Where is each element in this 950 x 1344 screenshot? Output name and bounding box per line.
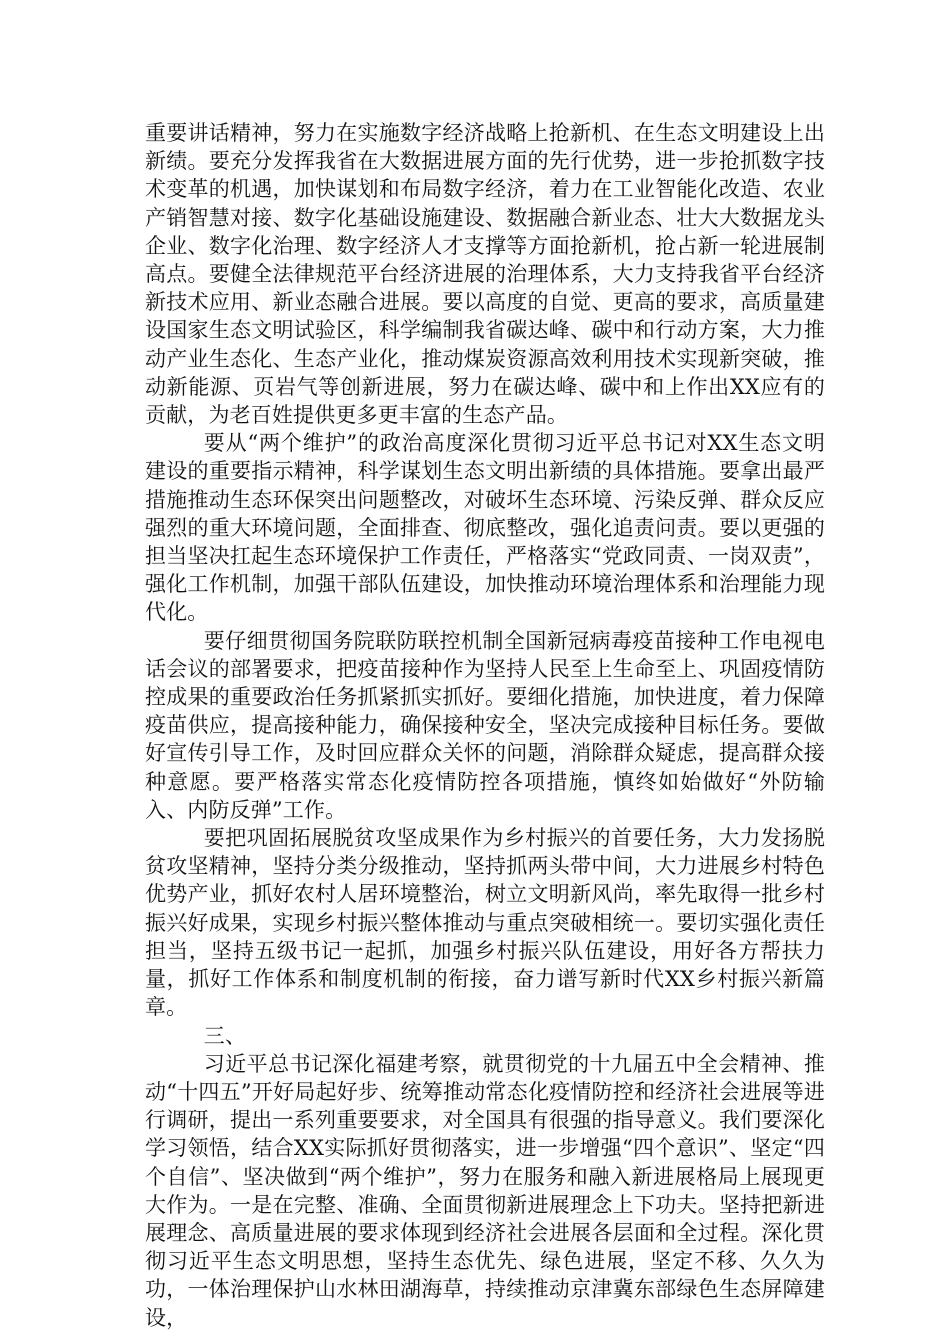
paragraph-4: 要把巩固拓展脱贫攻坚成果作为乡村振兴的首要任务，大力发扬脱贫攻坚精神，坚持分类分级推动，坚持抓两头带中间，大力进展乡村特色优势产业，抓好农村人居环境整治，树立文明新风尚，率先取得一批乡村振兴好成果，实现乡村振兴整体推动与重点突破相统一。要切实强化责任担当，坚持五级书记一起抓，加强乡村振兴队伍建设，用好各方帮扶力量，抓好工作体系和制度机制的衔接，奋力谱写新时代XX乡村振兴新篇章。 (145, 826, 825, 1020)
paragraph-5: 习近平总书记深化福建考察，就贯彻党的十九届五中全会精神、推动“十四五”开好局起好步、统筹推动常态化疫情防控和经济社会进展等进行调研，提出一系列重要要求，对全国具有很强的指导意义。我们要深化学习领悟，结合XX实际抓好贯彻落实，进一步增强“四个意识”、坚定“四个自信”、坚决做到“两个维护”，努力在服务和融入新进展格局上展现更大作为。一是在完整、准确、全面贯彻新进展理念上下功夫。坚持把新进展理念、高质量进展的要求体现到经济社会进展各层面和全过程。深化贯彻习近平生态文明思想，坚持生态优先、绿色进展，坚定不移、久久为功，一体治理保护山水林田湖海草，持续推动京津冀东部绿色生态屏障建设， (145, 1051, 825, 1330)
paragraph-2: 要从“两个维护”的政治高度深化贯彻习近平总书记对XX生态文明建设的重要指示精神，科学谋划生态文明出新绩的具体措施。要拿出最严措施推动生态环保突出问题整改，对破坏生态环境、污染反弹、群众反应强烈的重大环境问题，全面排查、彻底整改，强化追责问责。要以更强的担当坚决扛起生态环境保护工作责任，严格落实“党政同责、一岗双责”，强化工作机制，加强干部队伍建设，加快推动环境治理体系和治理能力现代化。 (145, 431, 825, 625)
paragraph-3: 要仔细贯彻国务院联防联控机制全国新冠病毒疫苗接种工作电视电话会议的部署要求，把疫苗接种作为坚持人民至上生命至上、巩固疫情防控成果的重要政治任务抓紧抓实抓好。要细化措施，加快进度，着力保障疫苗供应，提高接种能力，确保接种安全，坚决完成接种目标任务。要做好宣传引导工作，及时回应群众关怀的问题，消除群众疑虑，提高群众接种意愿。要严格落实常态化疫情防控各项措施，慎终如始做好“外防输入、内防反弹”工作。 (145, 628, 825, 822)
paragraph-1: 重要讲话精神，努力在实施数字经济战略上抢新机、在生态文明建设上出新绩。要充分发挥我省在大数据进展方面的先行优势，进一步抢抓数字技术变革的机遇，加快谋划和布局数字经济，着力在工业智能化改造、农业产销智慧对接、数字化基础设施建设、数据融合新业态、壮大大数据龙头企业、数字化治理、数字经济人才支撑等方面抢新机，抢占新一轮进展制高点。要健全法律规范平台经济进展的治理体系，大力支持我省平台经济新技术应用、新业态融合进展。要以高度的自觉、更高的要求，高质量建设国家生态文明试验区，科学编制我省碳达峰、碳中和行动方案，大力推动产业生态化、生态产业化，推动煤炭资源高效利用技术实现新突破，推动新能源、页岩气等创新进展，努力在碳达峰、碳中和上作出XX应有的贡献，为老百姓提供更多更丰富的生态产品。 (145, 121, 825, 428)
document-page (145, 119, 825, 1332)
section-heading: 三、 (203, 1023, 247, 1048)
